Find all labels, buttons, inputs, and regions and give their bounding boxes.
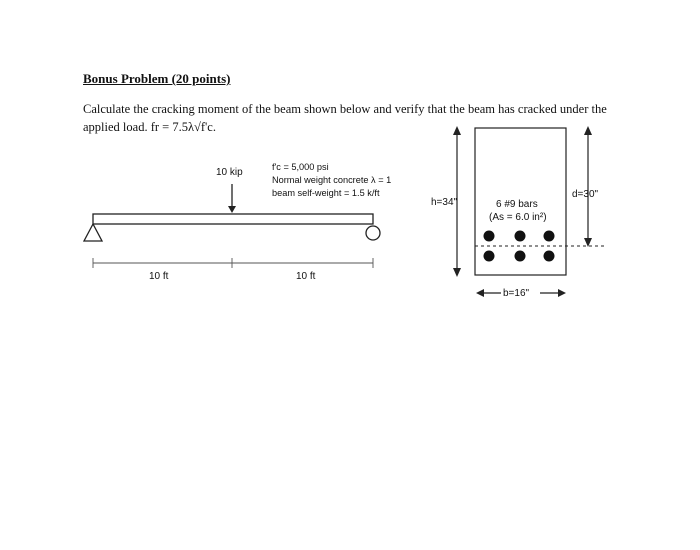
span-left-label: 10 ft bbox=[149, 271, 169, 282]
pin-support bbox=[84, 224, 102, 241]
problem-text: Calculate the cracking moment of the beam shown below and verify that the beam has cracked under the applied load. bbox=[83, 102, 607, 134]
problem-title: Bonus Problem (20 points) bbox=[83, 71, 231, 86]
beam-body bbox=[93, 214, 373, 224]
d-dimension-arrow bbox=[584, 126, 592, 247]
load-label: 10 kip bbox=[216, 167, 243, 178]
span-right-label: 10 ft bbox=[296, 271, 316, 282]
bars-label: 6 #9 bars bbox=[496, 199, 538, 210]
steel-area-label: (As = 6.0 in²) bbox=[489, 212, 547, 223]
fc-property: f'c = 5,000 psi bbox=[272, 162, 329, 172]
h-label: h=34" bbox=[431, 197, 458, 208]
span-dimension-line bbox=[93, 258, 373, 268]
material-properties bbox=[272, 161, 391, 200]
self-weight-property: beam self-weight = 1.5 k/ft bbox=[272, 188, 380, 198]
point-load-arrow bbox=[228, 184, 236, 213]
lambda-property: Normal weight concrete λ = 1 bbox=[272, 175, 392, 185]
cracking-formula: fr = 7.5λ√f'c. bbox=[150, 120, 216, 134]
roller-support bbox=[366, 226, 380, 240]
b-label: b=16" bbox=[503, 288, 530, 299]
d-label: d=30" bbox=[572, 189, 599, 200]
